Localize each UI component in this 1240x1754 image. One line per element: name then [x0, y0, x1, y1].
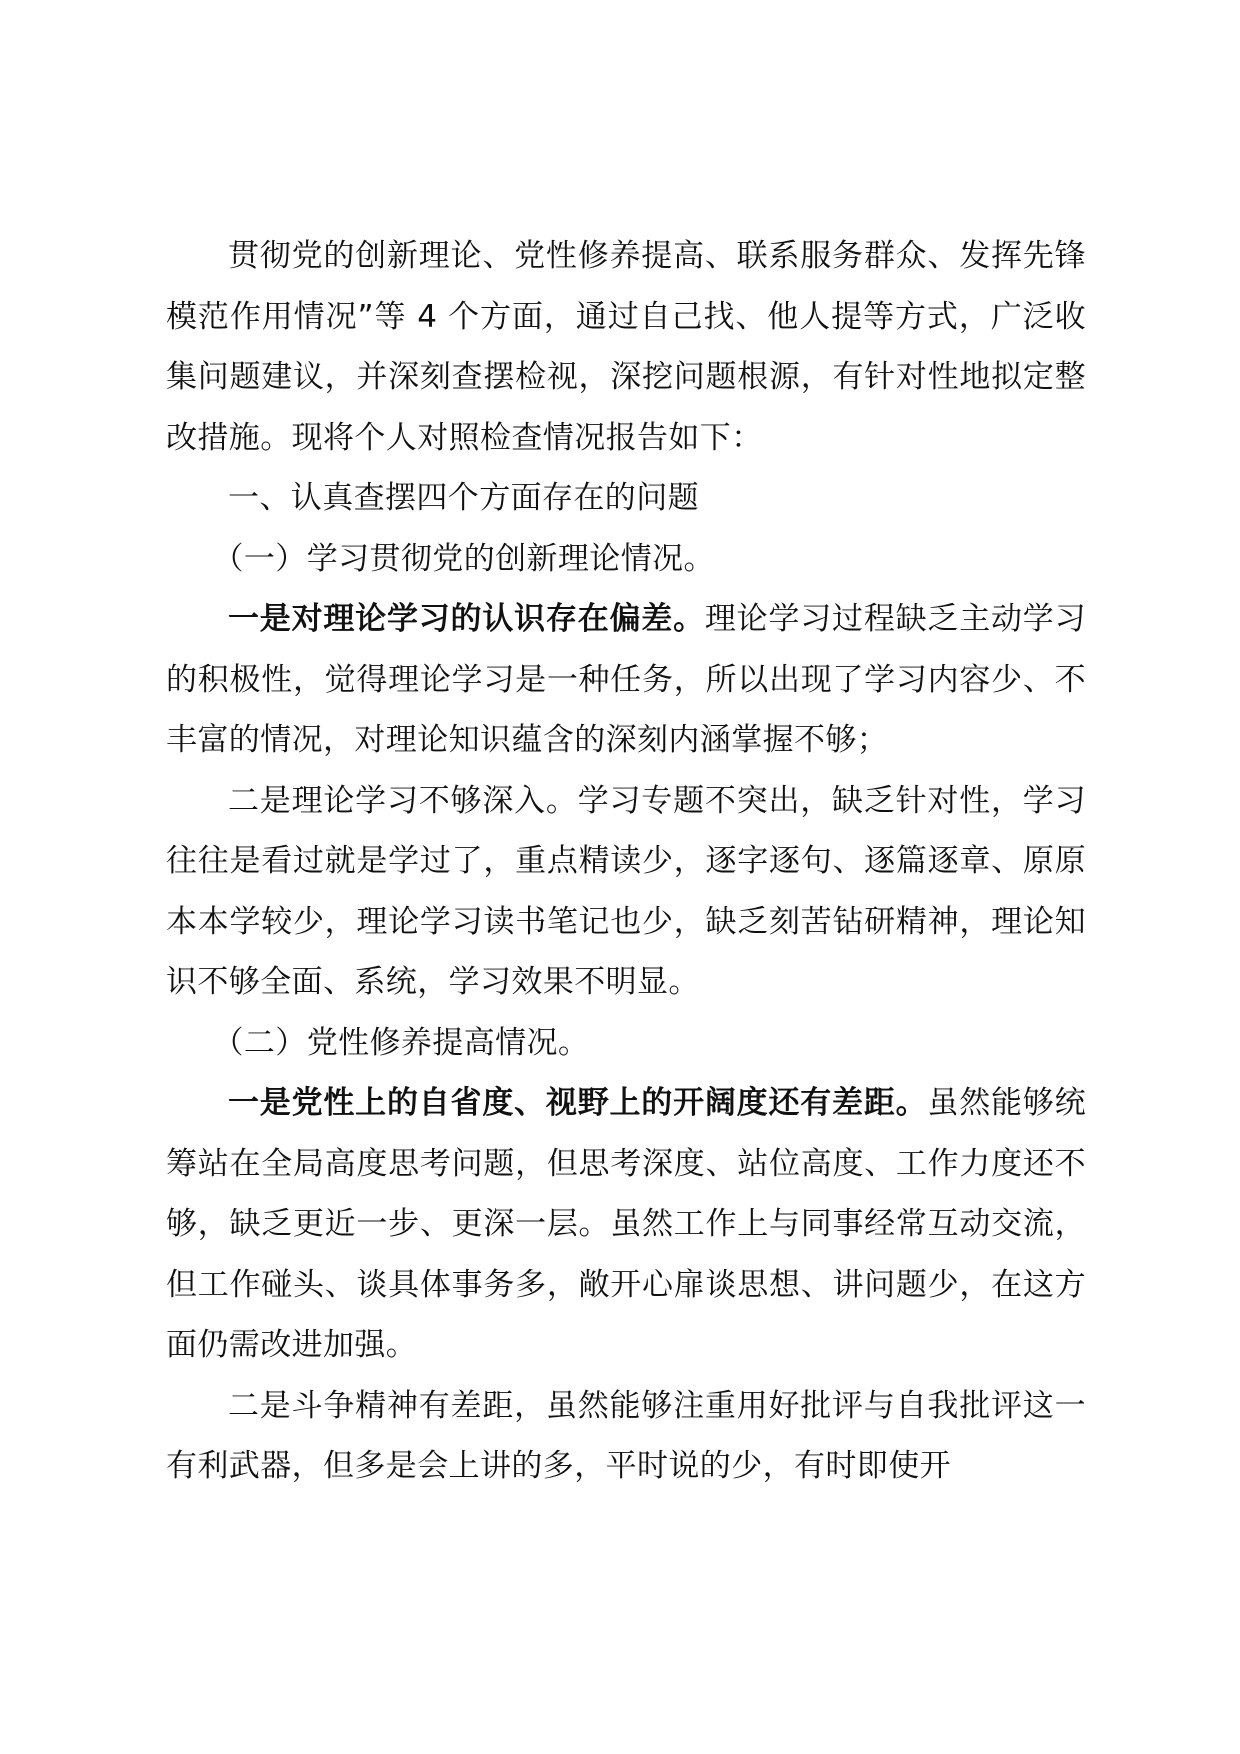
- paragraph-theory-bias-lead: 一是对理论学习的认识存在偏差。: [228, 601, 705, 637]
- paragraph-struggle-spirit-lead: 二是斗争精神有差距，: [228, 1387, 546, 1424]
- intro-paragraph: [166, 226, 1086, 468]
- section-heading-1-text: 一、认真查摆四个方面存在的问题: [228, 480, 699, 516]
- paragraph-party-spirit-lead: 一是党性上的自省度、视野上的开阔度还有差距。: [228, 1085, 928, 1121]
- document-body: [166, 226, 1086, 1497]
- paragraph-theory-bias: [166, 589, 1086, 771]
- intro-paragraph-text: 贯彻党的创新理论、党性修养提高、联系服务群众、发挥先锋模范作用情况”等 4 个方面，通过自己找、他人提等方式，广泛收集问题建议，并深刻查摆检视，深挖问题根源，有针对性地拟定整改措施。现将个人对照检查情况报告如下：: [166, 238, 1086, 456]
- paragraph-theory-bias-text: 理论学习过程缺乏主动学习的积极性，觉得理论学习是一种任务，所以出现了学习内容少、不丰富的情况，对理论知识蕴含的深刻内涵掌握不够；: [166, 601, 1086, 758]
- subsection-heading-1: [166, 529, 1086, 590]
- paragraph-party-spirit-text: 虽然能够统筹站在全局高度思考问题，但思考深度、站位高度、工作力度还不够，缺乏更近一步、更深一层。虽然工作上与同事经常互动交流，但工作碰头、谈具体事务多，敞开心扉谈思想、讲问题少，在这方面仍需改进加强。: [166, 1085, 1086, 1363]
- subsection-heading-2: [166, 1013, 1086, 1074]
- paragraph-theory-depth: [166, 771, 1086, 1013]
- paragraph-struggle-spirit: [166, 1376, 1086, 1497]
- paragraph-theory-depth-text: 学习专题不突出，缺乏针对性，学习往往是看过就是学过了，重点精读少，逐字逐句、逐篇逐章、原原本本学较少，理论学习读书笔记也少，缺乏刻苦钻研精神，理论知识不够全面、系统，学习效果不明显。: [166, 782, 1086, 1000]
- paragraph-party-spirit: [166, 1073, 1086, 1376]
- section-heading-1: [166, 468, 1086, 529]
- paragraph-struggle-spirit-text: 虽然能够注重用好批评与自我批评这一有利武器，但多是会上讲的多，平时说的少，有时即使开: [166, 1387, 1086, 1484]
- subsection-heading-1-text: （一）学习贯彻党的创新理论情况。: [212, 540, 715, 577]
- paragraph-theory-depth-lead: 二是理论学习不够深入。: [228, 782, 578, 819]
- subsection-heading-2-text: （二）党性修养提高情况。: [212, 1024, 590, 1061]
